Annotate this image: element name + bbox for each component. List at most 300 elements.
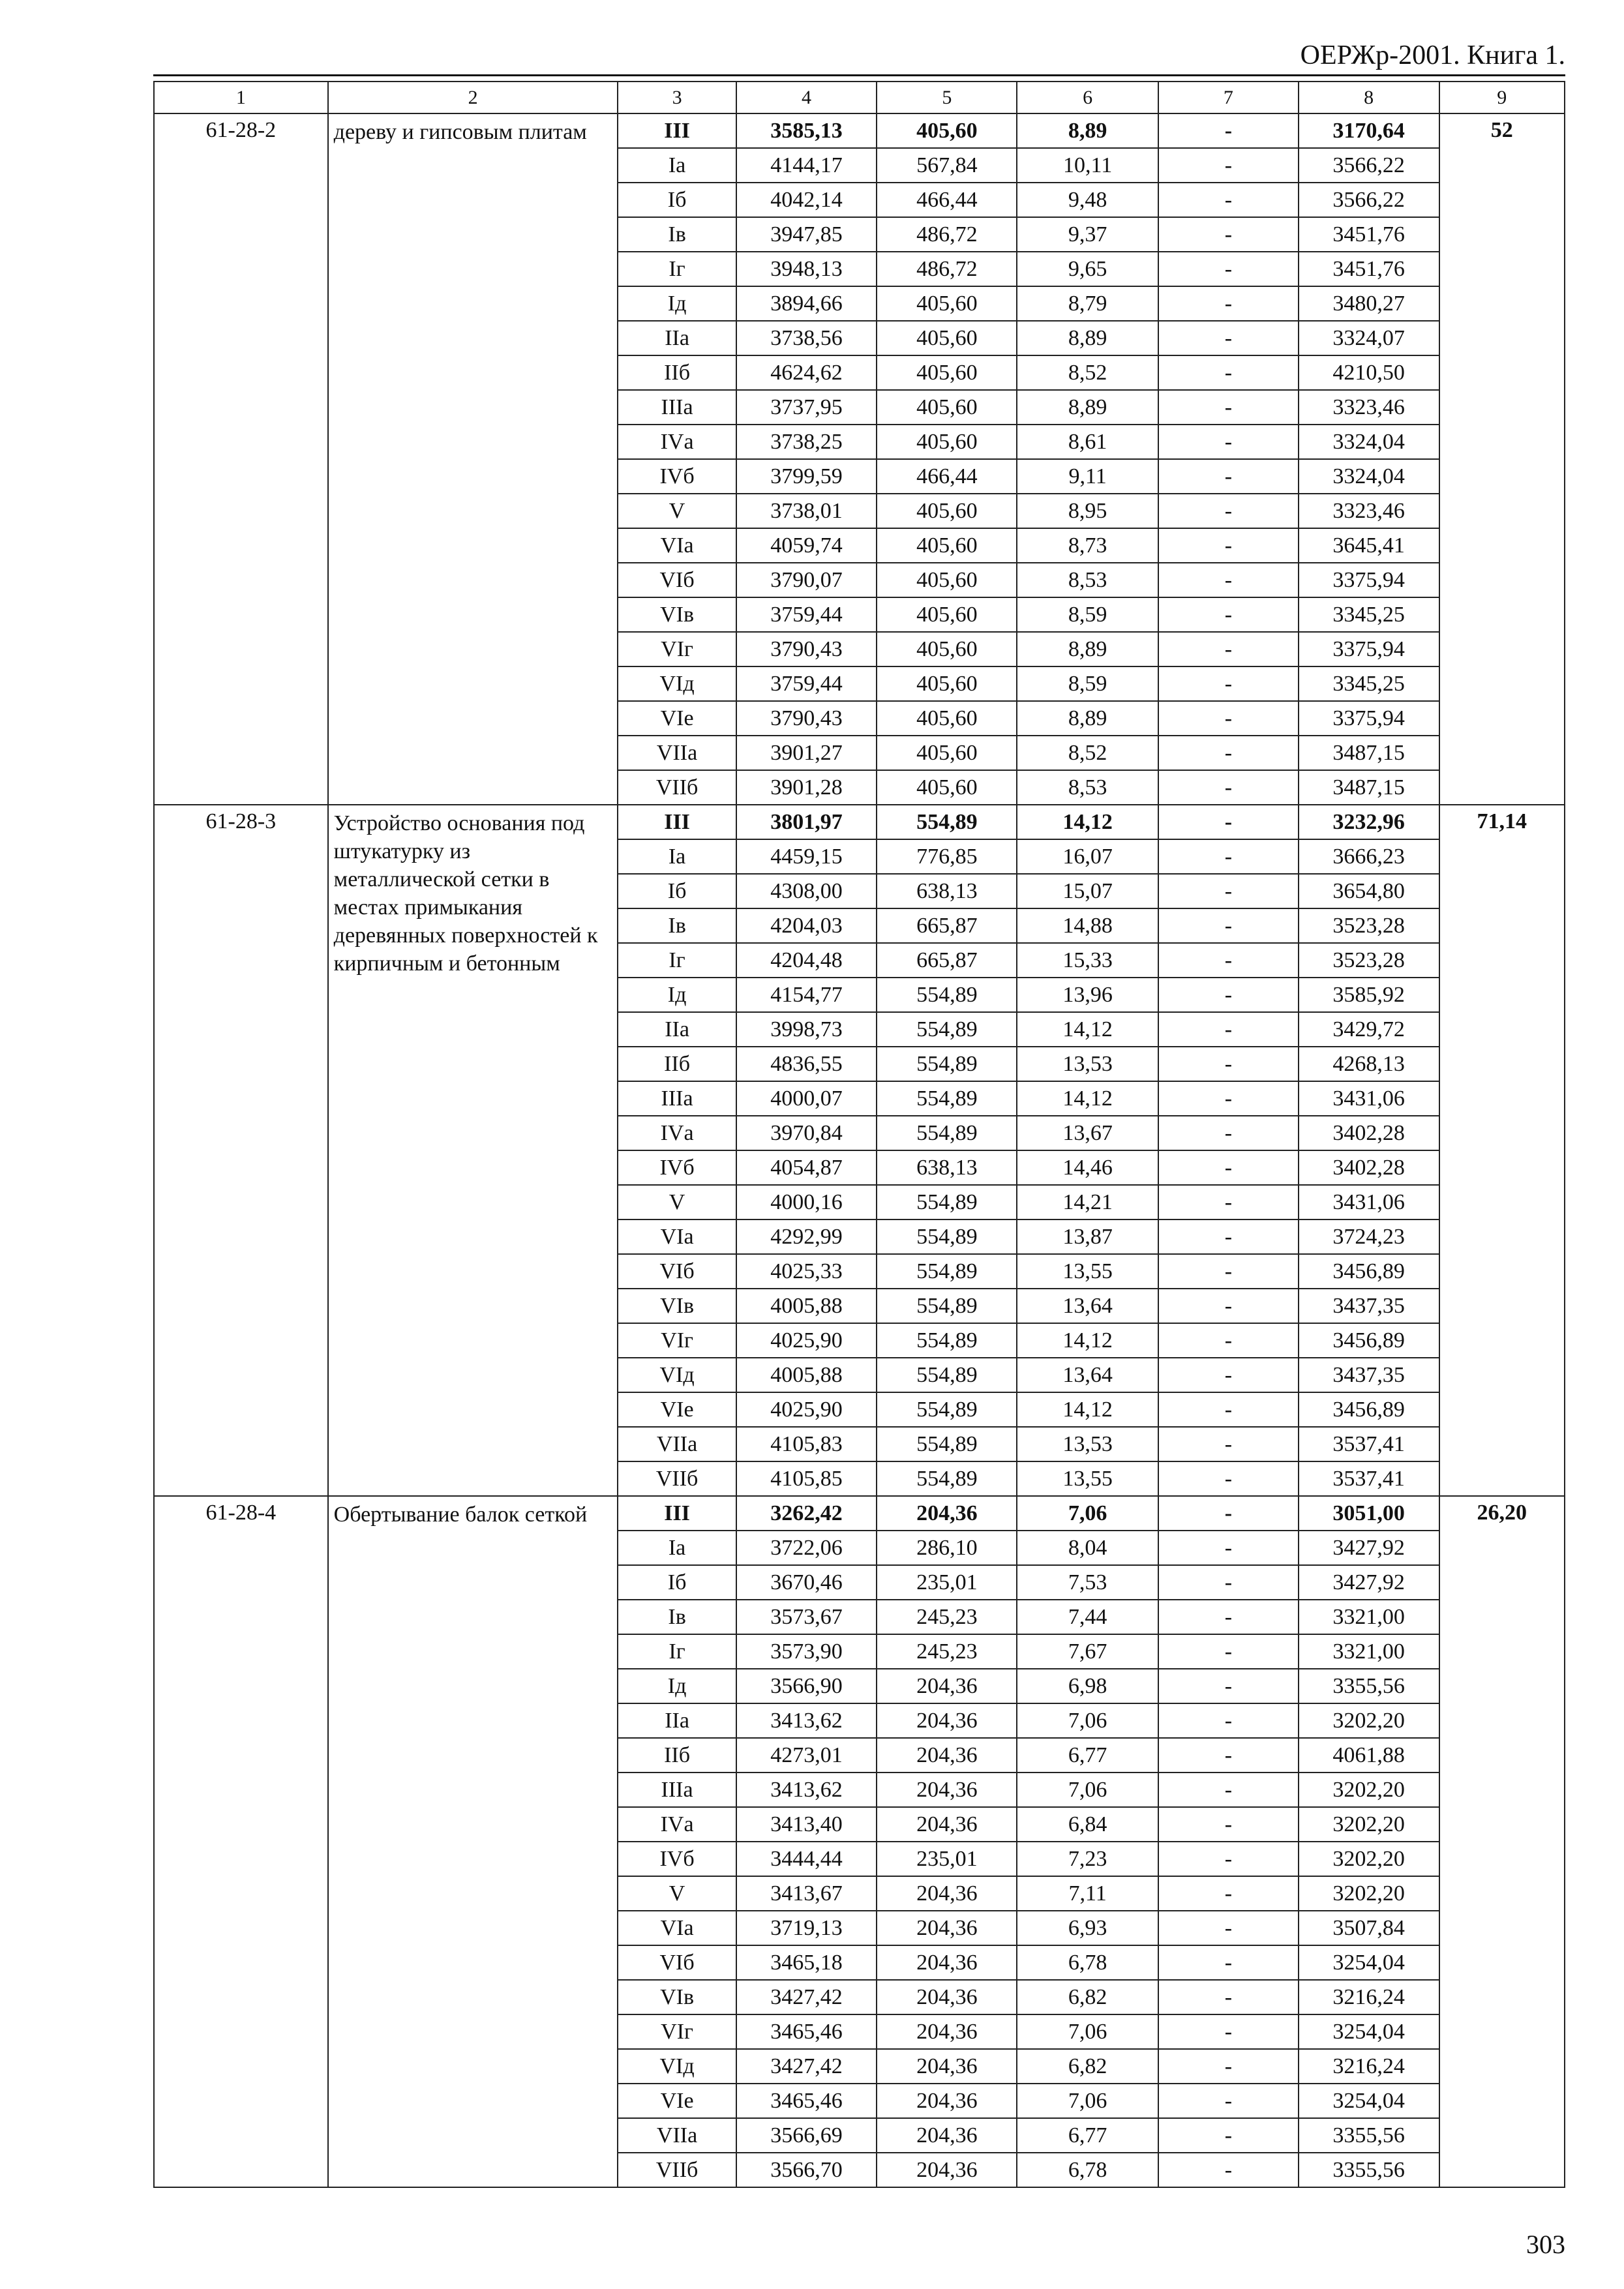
- category-cell: Iг: [618, 943, 736, 978]
- value-cell: 13,64: [1017, 1358, 1158, 1392]
- value-cell: 4210,50: [1299, 355, 1439, 390]
- value-cell: 4204,48: [736, 943, 877, 978]
- category-cell: V: [618, 1876, 736, 1911]
- value-cell: 4042,14: [736, 183, 877, 217]
- value-cell: 14,21: [1017, 1185, 1158, 1219]
- value-cell: 554,89: [877, 1461, 1017, 1496]
- value-cell: 204,36: [877, 1496, 1017, 1531]
- value-cell: 405,60: [877, 770, 1017, 805]
- value-cell: 3321,00: [1299, 1600, 1439, 1634]
- value-cell: 554,89: [877, 978, 1017, 1012]
- value-cell: 235,01: [877, 1842, 1017, 1876]
- value-cell: 9,48: [1017, 183, 1158, 217]
- value-cell: 3202,20: [1299, 1807, 1439, 1842]
- value-cell: 6,84: [1017, 1807, 1158, 1842]
- value-cell: 405,60: [877, 632, 1017, 666]
- category-cell: IIб: [618, 1738, 736, 1773]
- value-cell: 3324,04: [1299, 459, 1439, 494]
- value-cell: 3451,76: [1299, 217, 1439, 252]
- value-cell: 466,44: [877, 183, 1017, 217]
- category-cell: VIд: [618, 2049, 736, 2084]
- value-cell: 3323,46: [1299, 494, 1439, 528]
- value-cell: 3431,06: [1299, 1081, 1439, 1116]
- category-cell: Iг: [618, 252, 736, 286]
- value-cell: 4273,01: [736, 1738, 877, 1773]
- value-cell: 4025,33: [736, 1254, 877, 1289]
- value-cell: 3901,28: [736, 770, 877, 805]
- category-cell: VIб: [618, 563, 736, 597]
- value-cell: -: [1158, 666, 1299, 701]
- value-cell: 638,13: [877, 874, 1017, 908]
- category-cell: IVб: [618, 1150, 736, 1185]
- value-cell: 3566,70: [736, 2153, 877, 2187]
- value-cell: -: [1158, 286, 1299, 321]
- value-cell: 3738,25: [736, 425, 877, 459]
- value-cell: 8,89: [1017, 321, 1158, 355]
- value-cell: -: [1158, 908, 1299, 943]
- category-cell: VIв: [618, 597, 736, 632]
- category-cell: IVб: [618, 1842, 736, 1876]
- value-cell: -: [1158, 1289, 1299, 1323]
- value-cell: 3402,28: [1299, 1150, 1439, 1185]
- value-cell: -: [1158, 1392, 1299, 1427]
- value-cell: 3894,66: [736, 286, 877, 321]
- value-cell: 14,88: [1017, 908, 1158, 943]
- category-cell: Iб: [618, 1565, 736, 1600]
- value-cell: 4624,62: [736, 355, 877, 390]
- value-cell: 14,12: [1017, 1012, 1158, 1047]
- value-cell: 13,55: [1017, 1254, 1158, 1289]
- category-cell: VIв: [618, 1980, 736, 2014]
- value-cell: 7,06: [1017, 1496, 1158, 1531]
- value-cell: 7,44: [1017, 1600, 1158, 1634]
- column-number: 2: [328, 82, 618, 113]
- value-cell: 245,23: [877, 1600, 1017, 1634]
- value-cell: 8,95: [1017, 494, 1158, 528]
- value-cell: 3585,13: [736, 113, 877, 148]
- category-cell: Iа: [618, 1531, 736, 1565]
- value-cell: -: [1158, 943, 1299, 978]
- value-cell: -: [1158, 874, 1299, 908]
- value-cell: 405,60: [877, 701, 1017, 736]
- value-cell: 3487,15: [1299, 770, 1439, 805]
- value-cell: 204,36: [877, 2118, 1017, 2153]
- category-cell: IIIа: [618, 1081, 736, 1116]
- value-cell: -: [1158, 1150, 1299, 1185]
- value-cell: 3456,89: [1299, 1392, 1439, 1427]
- value-cell: 3901,27: [736, 736, 877, 770]
- value-cell: 3654,80: [1299, 874, 1439, 908]
- value-cell: -: [1158, 839, 1299, 874]
- value-cell: 7,67: [1017, 1634, 1158, 1669]
- value-cell: 8,73: [1017, 528, 1158, 563]
- value-cell: 4204,03: [736, 908, 877, 943]
- value-cell: -: [1158, 2049, 1299, 2084]
- value-cell: -: [1158, 113, 1299, 148]
- value-cell: 7,23: [1017, 1842, 1158, 1876]
- value-cell: 3375,94: [1299, 632, 1439, 666]
- value-cell: -: [1158, 1116, 1299, 1150]
- value-cell: 3355,56: [1299, 2118, 1439, 2153]
- value-cell: 405,60: [877, 597, 1017, 632]
- category-cell: IVа: [618, 1807, 736, 1842]
- value-cell: 405,60: [877, 666, 1017, 701]
- value-cell: 245,23: [877, 1634, 1017, 1669]
- category-cell: VIе: [618, 1392, 736, 1427]
- value-cell: 554,89: [877, 1047, 1017, 1081]
- value-cell: 554,89: [877, 1427, 1017, 1461]
- category-cell: IIб: [618, 1047, 736, 1081]
- value-cell: 4005,88: [736, 1289, 877, 1323]
- table-row: [154, 1496, 1565, 1531]
- value-cell: 4154,77: [736, 978, 877, 1012]
- category-cell: V: [618, 1185, 736, 1219]
- value-cell: -: [1158, 563, 1299, 597]
- value-cell: 204,36: [877, 2014, 1017, 2049]
- value-cell: 3759,44: [736, 597, 877, 632]
- value-cell: 14,46: [1017, 1150, 1158, 1185]
- value-cell: 8,04: [1017, 1531, 1158, 1565]
- value-cell: 3437,35: [1299, 1358, 1439, 1392]
- value-cell: 3427,92: [1299, 1531, 1439, 1565]
- value-cell: 3947,85: [736, 217, 877, 252]
- value-cell: 204,36: [877, 2153, 1017, 2187]
- value-cell: 3573,67: [736, 1600, 877, 1634]
- value-cell: 3321,00: [1299, 1634, 1439, 1669]
- value-cell: 13,87: [1017, 1219, 1158, 1254]
- value-cell: -: [1158, 390, 1299, 425]
- value-cell: 3216,24: [1299, 2049, 1439, 2084]
- value-cell: 8,79: [1017, 286, 1158, 321]
- value-cell: 486,72: [877, 217, 1017, 252]
- category-cell: III: [618, 805, 736, 839]
- value-cell: 14,12: [1017, 1392, 1158, 1427]
- value-cell: -: [1158, 355, 1299, 390]
- value-cell: 204,36: [877, 1980, 1017, 2014]
- rate-extra-value: 52: [1439, 113, 1565, 805]
- value-cell: -: [1158, 1496, 1299, 1531]
- value-cell: 554,89: [877, 805, 1017, 839]
- value-cell: 4054,87: [736, 1150, 877, 1185]
- value-cell: 3375,94: [1299, 701, 1439, 736]
- value-cell: 3566,22: [1299, 183, 1439, 217]
- value-cell: 8,53: [1017, 770, 1158, 805]
- value-cell: 8,89: [1017, 632, 1158, 666]
- value-cell: 14,12: [1017, 1323, 1158, 1358]
- rate-description: Устройство основания под штукатурку из металлической сетки в местах примыкания деревянных поверхностей к кирпичным и бетонным: [328, 805, 618, 1496]
- category-cell: VIб: [618, 1945, 736, 1980]
- value-cell: -: [1158, 2084, 1299, 2118]
- value-cell: 235,01: [877, 1565, 1017, 1600]
- value-cell: 3799,59: [736, 459, 877, 494]
- category-cell: Iд: [618, 286, 736, 321]
- value-cell: 204,36: [877, 1876, 1017, 1911]
- value-cell: 8,59: [1017, 666, 1158, 701]
- value-cell: 13,53: [1017, 1427, 1158, 1461]
- value-cell: 3790,43: [736, 701, 877, 736]
- value-cell: -: [1158, 1427, 1299, 1461]
- value-cell: 3355,56: [1299, 1669, 1439, 1703]
- value-cell: 3719,13: [736, 1911, 877, 1945]
- category-cell: IIа: [618, 1703, 736, 1738]
- value-cell: -: [1158, 701, 1299, 736]
- value-cell: 9,11: [1017, 459, 1158, 494]
- value-cell: -: [1158, 1807, 1299, 1842]
- value-cell: 8,59: [1017, 597, 1158, 632]
- value-cell: 8,53: [1017, 563, 1158, 597]
- value-cell: 4000,07: [736, 1081, 877, 1116]
- value-cell: 15,07: [1017, 874, 1158, 908]
- value-cell: 3355,56: [1299, 2153, 1439, 2187]
- value-cell: 554,89: [877, 1254, 1017, 1289]
- value-cell: 3487,15: [1299, 736, 1439, 770]
- rate-code: 61-28-2: [154, 113, 328, 805]
- category-cell: VIIа: [618, 1427, 736, 1461]
- value-cell: -: [1158, 459, 1299, 494]
- value-cell: 3202,20: [1299, 1703, 1439, 1738]
- value-cell: 3413,62: [736, 1773, 877, 1807]
- category-cell: VIб: [618, 1254, 736, 1289]
- value-cell: 7,06: [1017, 1773, 1158, 1807]
- value-cell: 6,98: [1017, 1669, 1158, 1703]
- value-cell: 3566,69: [736, 2118, 877, 2153]
- category-cell: Iд: [618, 1669, 736, 1703]
- value-cell: -: [1158, 1634, 1299, 1669]
- value-cell: 4105,85: [736, 1461, 877, 1496]
- value-cell: -: [1158, 1047, 1299, 1081]
- category-cell: VIIб: [618, 1461, 736, 1496]
- column-number: 8: [1299, 82, 1439, 113]
- value-cell: 405,60: [877, 563, 1017, 597]
- value-cell: 4459,15: [736, 839, 877, 874]
- value-cell: 3262,42: [736, 1496, 877, 1531]
- value-cell: 8,52: [1017, 736, 1158, 770]
- document-header: ОЕРЖр-2001. Книга 1.: [1300, 40, 1565, 70]
- value-cell: 4144,17: [736, 148, 877, 183]
- category-cell: III: [618, 1496, 736, 1531]
- table-body: [154, 82, 1565, 2187]
- value-cell: 13,53: [1017, 1047, 1158, 1081]
- category-cell: Iв: [618, 217, 736, 252]
- value-cell: 3427,92: [1299, 1565, 1439, 1600]
- value-cell: -: [1158, 2014, 1299, 2049]
- value-cell: -: [1158, 183, 1299, 217]
- value-cell: -: [1158, 252, 1299, 286]
- category-cell: Iв: [618, 1600, 736, 1634]
- value-cell: 466,44: [877, 459, 1017, 494]
- value-cell: -: [1158, 1185, 1299, 1219]
- value-cell: 14,12: [1017, 1081, 1158, 1116]
- value-cell: 3670,46: [736, 1565, 877, 1600]
- value-cell: 4025,90: [736, 1392, 877, 1427]
- table-row: [154, 805, 1565, 839]
- value-cell: 3585,92: [1299, 978, 1439, 1012]
- value-cell: 8,89: [1017, 113, 1158, 148]
- column-number-row: [154, 82, 1565, 113]
- value-cell: 3737,95: [736, 390, 877, 425]
- value-cell: 3324,04: [1299, 425, 1439, 459]
- value-cell: 405,60: [877, 355, 1017, 390]
- category-cell: IIб: [618, 355, 736, 390]
- value-cell: 3790,07: [736, 563, 877, 597]
- value-cell: 6,93: [1017, 1911, 1158, 1945]
- value-cell: 3537,41: [1299, 1427, 1439, 1461]
- category-cell: VIг: [618, 632, 736, 666]
- value-cell: 554,89: [877, 1012, 1017, 1047]
- value-cell: 554,89: [877, 1219, 1017, 1254]
- header-rule: [153, 74, 1565, 76]
- value-cell: 4061,88: [1299, 1738, 1439, 1773]
- value-cell: -: [1158, 217, 1299, 252]
- value-cell: 3523,28: [1299, 943, 1439, 978]
- rate-code: 61-28-4: [154, 1496, 328, 2187]
- value-cell: 3759,44: [736, 666, 877, 701]
- value-cell: 204,36: [877, 1738, 1017, 1773]
- category-cell: VIа: [618, 528, 736, 563]
- column-number: 1: [154, 82, 328, 113]
- category-cell: IIIа: [618, 390, 736, 425]
- value-cell: -: [1158, 978, 1299, 1012]
- value-cell: -: [1158, 1980, 1299, 2014]
- category-cell: IIа: [618, 321, 736, 355]
- rate-extra-value: 71,14: [1439, 805, 1565, 1496]
- value-cell: 286,10: [877, 1531, 1017, 1565]
- value-cell: -: [1158, 1669, 1299, 1703]
- value-cell: 3451,76: [1299, 252, 1439, 286]
- category-cell: Iа: [618, 839, 736, 874]
- category-cell: Iг: [618, 1634, 736, 1669]
- value-cell: 405,60: [877, 494, 1017, 528]
- value-cell: 3431,06: [1299, 1185, 1439, 1219]
- value-cell: 3345,25: [1299, 597, 1439, 632]
- value-cell: 3427,42: [736, 2049, 877, 2084]
- value-cell: -: [1158, 632, 1299, 666]
- category-cell: III: [618, 113, 736, 148]
- value-cell: -: [1158, 1254, 1299, 1289]
- value-cell: -: [1158, 2153, 1299, 2187]
- value-cell: 554,89: [877, 1392, 1017, 1427]
- value-cell: 3456,89: [1299, 1323, 1439, 1358]
- category-cell: VIIб: [618, 2153, 736, 2187]
- value-cell: 204,36: [877, 1911, 1017, 1945]
- table-row: [154, 113, 1565, 148]
- value-cell: 3465,46: [736, 2084, 877, 2118]
- value-cell: 6,77: [1017, 2118, 1158, 2153]
- value-cell: -: [1158, 1323, 1299, 1358]
- value-cell: 204,36: [877, 1945, 1017, 1980]
- value-cell: 204,36: [877, 2049, 1017, 2084]
- category-cell: Iа: [618, 148, 736, 183]
- value-cell: -: [1158, 1911, 1299, 1945]
- value-cell: 13,67: [1017, 1116, 1158, 1150]
- value-cell: 14,12: [1017, 805, 1158, 839]
- value-cell: 3437,35: [1299, 1289, 1439, 1323]
- value-cell: 3566,22: [1299, 148, 1439, 183]
- category-cell: IIа: [618, 1012, 736, 1047]
- value-cell: 3948,13: [736, 252, 877, 286]
- value-cell: 3323,46: [1299, 390, 1439, 425]
- value-cell: 3456,89: [1299, 1254, 1439, 1289]
- value-cell: 6,82: [1017, 2049, 1158, 2084]
- value-cell: 204,36: [877, 1773, 1017, 1807]
- value-cell: 3507,84: [1299, 1911, 1439, 1945]
- value-cell: 3232,96: [1299, 805, 1439, 839]
- value-cell: 13,64: [1017, 1289, 1158, 1323]
- value-cell: 7,11: [1017, 1876, 1158, 1911]
- value-cell: -: [1158, 770, 1299, 805]
- value-cell: 554,89: [877, 1323, 1017, 1358]
- value-cell: 3324,07: [1299, 321, 1439, 355]
- category-cell: VIIб: [618, 770, 736, 805]
- value-cell: -: [1158, 1461, 1299, 1496]
- value-cell: -: [1158, 321, 1299, 355]
- value-cell: 3216,24: [1299, 1980, 1439, 2014]
- value-cell: 4292,99: [736, 1219, 877, 1254]
- value-cell: 4105,83: [736, 1427, 877, 1461]
- category-cell: IVб: [618, 459, 736, 494]
- value-cell: 3480,27: [1299, 286, 1439, 321]
- value-cell: 3429,72: [1299, 1012, 1439, 1047]
- value-cell: 3202,20: [1299, 1773, 1439, 1807]
- value-cell: 4268,13: [1299, 1047, 1439, 1081]
- value-cell: 486,72: [877, 252, 1017, 286]
- value-cell: 3413,40: [736, 1807, 877, 1842]
- category-cell: VIа: [618, 1911, 736, 1945]
- value-cell: 3444,44: [736, 1842, 877, 1876]
- category-cell: IVа: [618, 1116, 736, 1150]
- category-cell: VIг: [618, 2014, 736, 2049]
- value-cell: -: [1158, 1773, 1299, 1807]
- value-cell: 3254,04: [1299, 1945, 1439, 1980]
- value-cell: 8,61: [1017, 425, 1158, 459]
- value-cell: 3375,94: [1299, 563, 1439, 597]
- value-cell: 405,60: [877, 286, 1017, 321]
- value-cell: 3666,23: [1299, 839, 1439, 874]
- value-cell: 665,87: [877, 908, 1017, 943]
- value-cell: 638,13: [877, 1150, 1017, 1185]
- value-cell: 204,36: [877, 1807, 1017, 1842]
- category-cell: Iд: [618, 978, 736, 1012]
- value-cell: 3724,23: [1299, 1219, 1439, 1254]
- value-cell: 405,60: [877, 390, 1017, 425]
- value-cell: 6,78: [1017, 1945, 1158, 1980]
- value-cell: 3523,28: [1299, 908, 1439, 943]
- value-cell: 7,06: [1017, 2014, 1158, 2049]
- value-cell: -: [1158, 1876, 1299, 1911]
- value-cell: 3738,56: [736, 321, 877, 355]
- column-number: 5: [877, 82, 1017, 113]
- value-cell: 8,89: [1017, 701, 1158, 736]
- value-cell: -: [1158, 1219, 1299, 1254]
- value-cell: -: [1158, 1012, 1299, 1047]
- value-cell: 3801,97: [736, 805, 877, 839]
- value-cell: 3722,06: [736, 1531, 877, 1565]
- value-cell: -: [1158, 805, 1299, 839]
- value-cell: -: [1158, 425, 1299, 459]
- value-cell: 3566,90: [736, 1669, 877, 1703]
- value-cell: 554,89: [877, 1116, 1017, 1150]
- value-cell: 16,07: [1017, 839, 1158, 874]
- category-cell: Iб: [618, 874, 736, 908]
- value-cell: 9,37: [1017, 217, 1158, 252]
- column-number: 7: [1158, 82, 1299, 113]
- page-number: 303: [1526, 2230, 1565, 2259]
- value-cell: -: [1158, 1945, 1299, 1980]
- value-cell: -: [1158, 1842, 1299, 1876]
- category-cell: V: [618, 494, 736, 528]
- category-cell: VIд: [618, 1358, 736, 1392]
- value-cell: 6,78: [1017, 2153, 1158, 2187]
